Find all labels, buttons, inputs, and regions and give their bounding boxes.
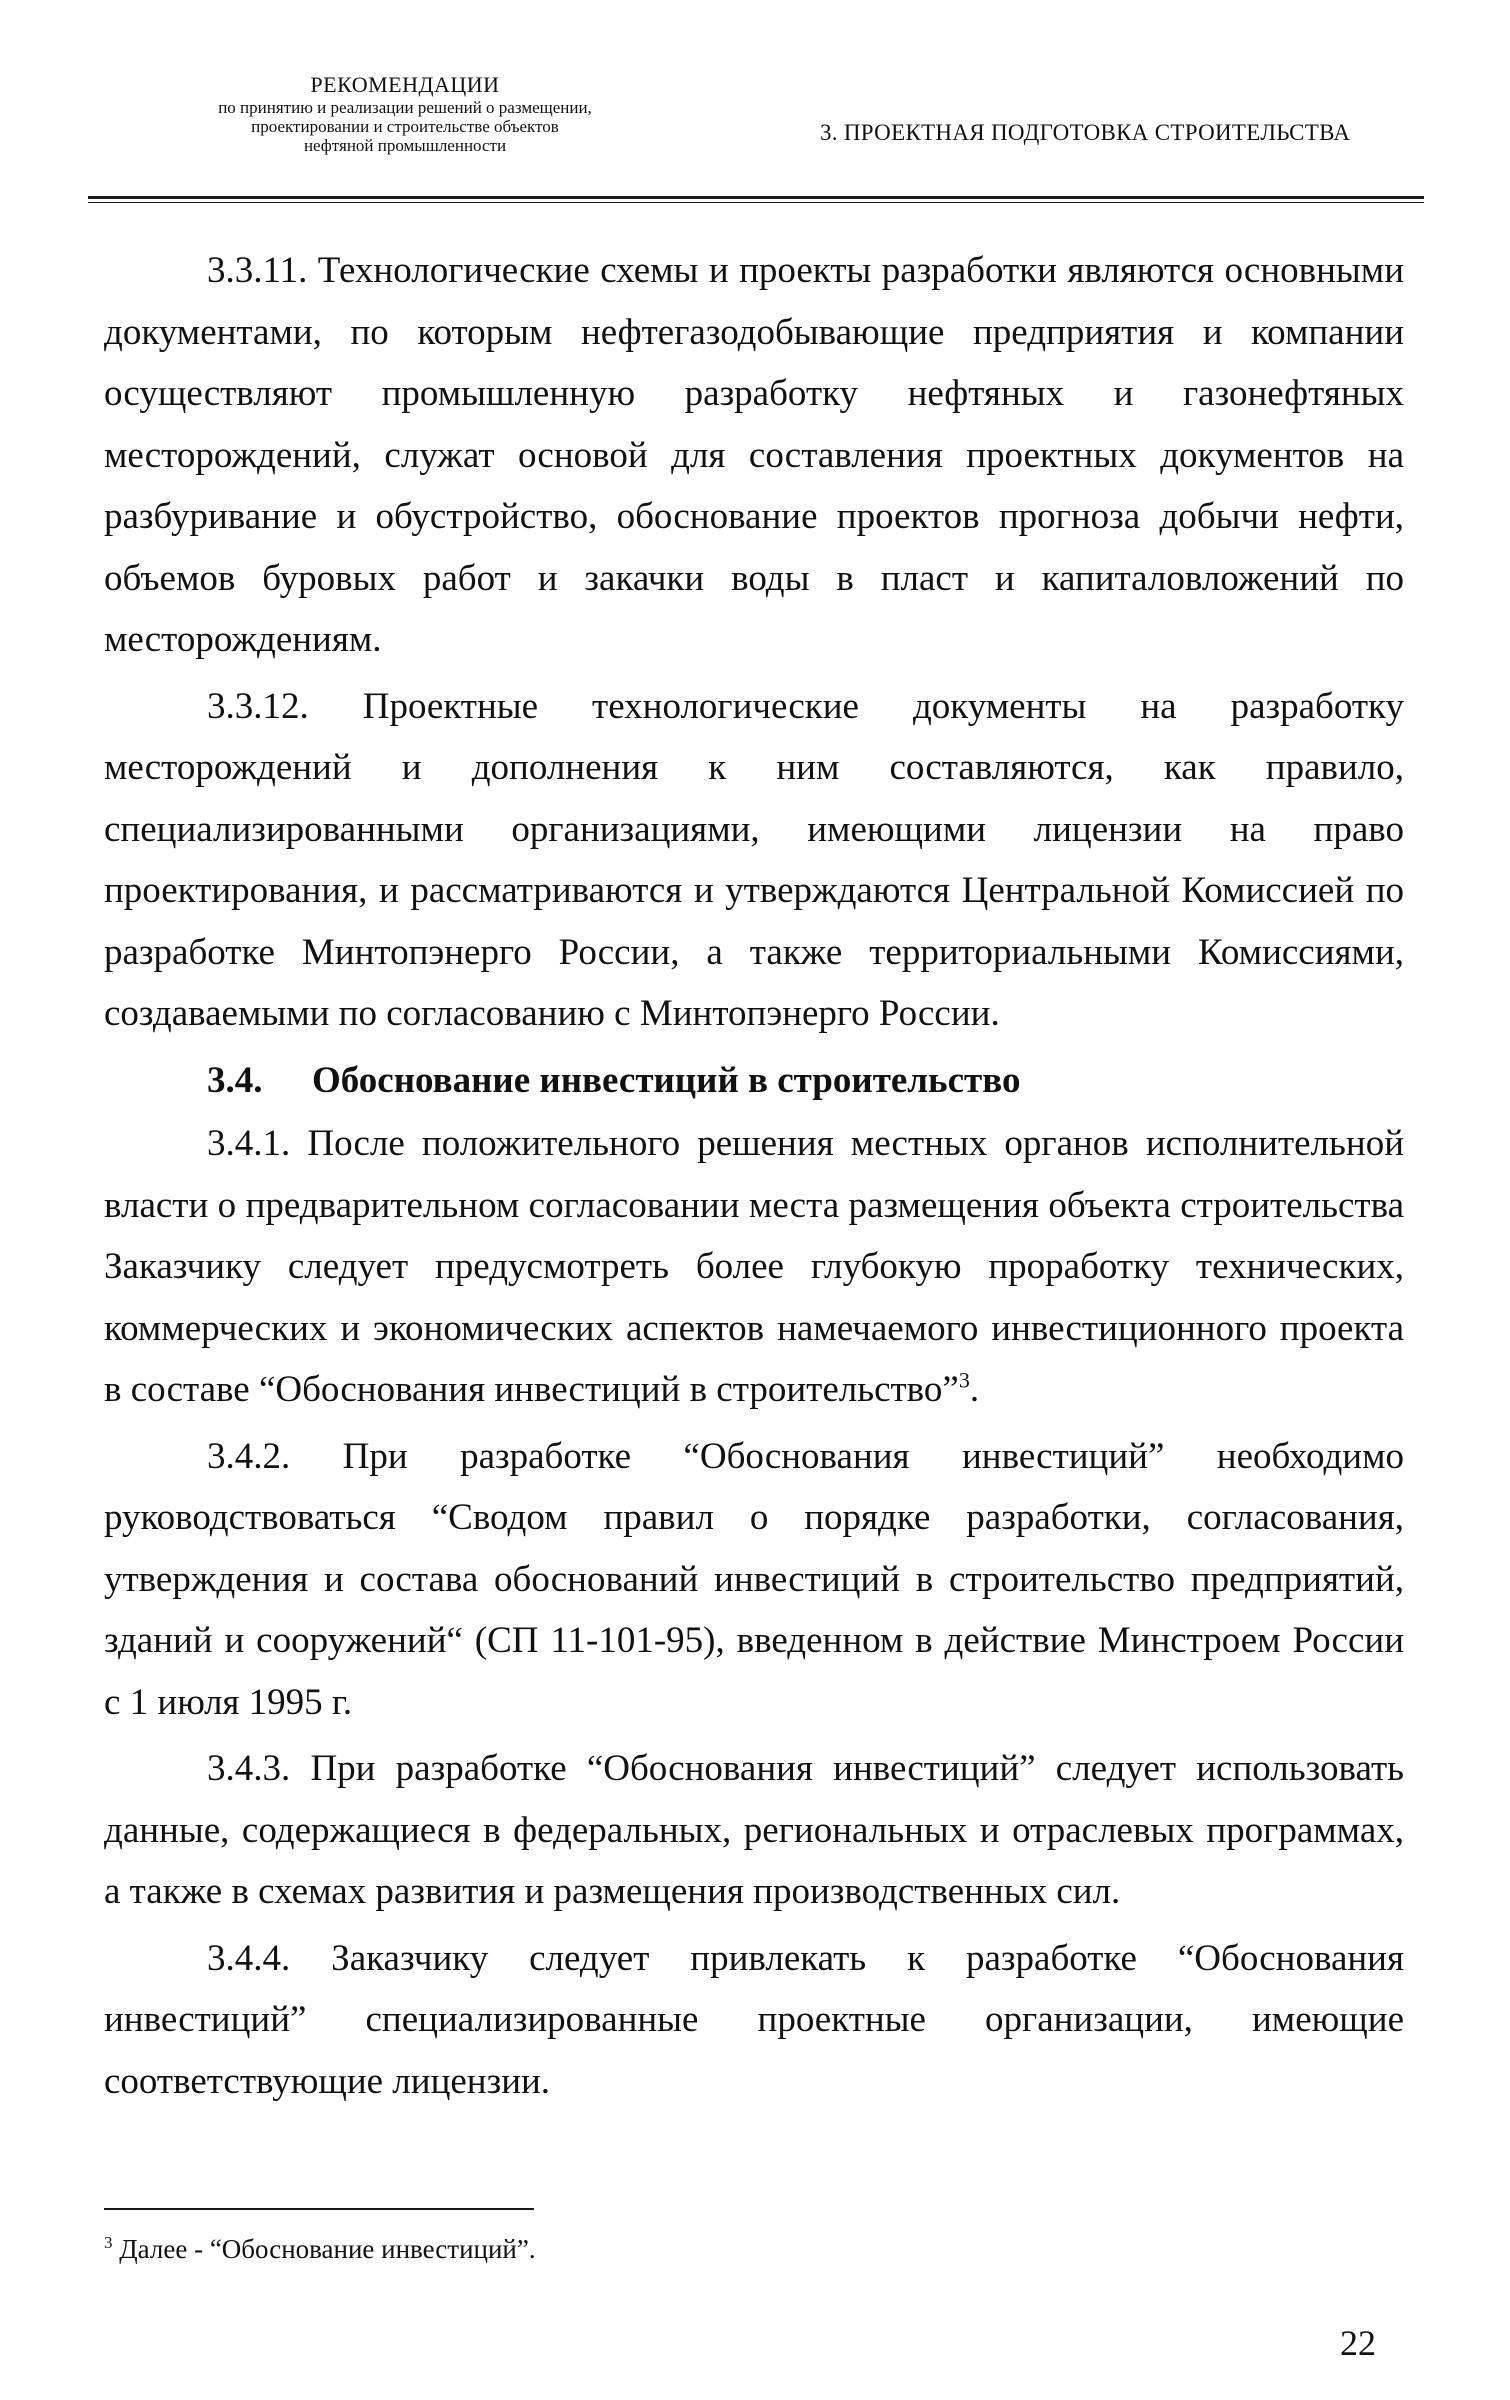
paragraph-3-4-2: 3.4.2. При разработке “Обоснования инвестиций” необходимо руководствоваться “Сводом правил о порядке разработки, согласования, утверждения и состава обоснований инвестиций в строительство предприятий, зданий и сооружений“ (СП 11-101-95), введенном в действие Минстроем России с 1 июля 1995 г. [104,1435,1404,1723]
header-title: РЕКОМЕНДАЦИИ [310,72,500,97]
footnote-marker: 3 [104,2233,113,2252]
header-subtitle-line1: по принятию и реализации решений о размещении, [218,98,592,117]
paragraph-3-4-4: 3.4.4. Заказчику следует привлекать к разработке “Обоснования инвестиций” специализированные проектные организации, имеющие соответствующие лицензии. [104,1937,1404,2102]
body-text [104,240,1404,2117]
paragraph-3-4-1 [104,1113,1404,1421]
paragraph-3-3-12: 3.3.12. Проектные технологические документы на разработку месторождений и дополнения к ним составляются, как правило, специализированными организациями, имеющими лицензии на право проектирования, и рассматриваются и утверждаются Центральной Комиссией по разработке Минтопэнерго России, а также территориальными Комиссиями, создаваемыми по согласованию с Минтопэнерго России. [104,685,1404,1034]
footnote [104,2234,536,2265]
section-heading-title: Обоснование инвестиций в строительство [312,1059,1021,1101]
header-rule-thick [88,196,1424,199]
footnote-reference: 3 [958,1367,970,1393]
paragraph-3-3-11: 3.3.11. Технологические схемы и проекты разработки являются основными документами, по которым нефтегазодобывающие предприятия и компании осуществляют промышленную разработку нефтяных и газонефтяных месторождений, служат основой для составления проектных документов на разбуривание и обустройство, обоснование проектов прогноза добычи нефти, объемов буровых работ и закачки воды в пласт и капиталовложений по месторождениям. [104,250,1404,660]
footnote-text: Далее - “Обоснование инвестиций”. [119,2234,536,2264]
section-heading-number: 3.4. [207,1059,263,1101]
paragraph-3-4-3: 3.4.3. При разработке “Обоснования инвестиций” следует использовать данные, содержащиеся в федеральных, региональных и отраслевых программах, а также в схемах развития и размещения производственных сил. [104,1748,1404,1912]
running-header-left [120,72,690,155]
header-rule-thin [88,202,1424,203]
paragraph-3-4-1-end: . [969,1369,980,1410]
running-header-section: 3. ПРОЕКТНАЯ ПОДГОТОВКА СТРОИТЕЛЬСТВА [820,120,1351,145]
header-subtitle-line3: нефтяной промышленности [303,136,507,155]
page-number: 22 [1340,2323,1376,2363]
header-subtitle-line2: проектировании и строительстве объектов [251,117,559,136]
section-heading-3-4 [104,1050,1404,1112]
paragraph-3-4-1-text: 3.4.1. После положительного решения местных органов исполнительной власти о предварительном согласовании места размещения объекта строительства Заказчику следует предусмотреть более глубокую проработку технических, коммерческих и экономических аспектов намечаемого инвестиционного проекта в составе “Обоснования инвестиций в строительство” [104,1123,1404,1410]
footnote-separator [104,2208,534,2210]
